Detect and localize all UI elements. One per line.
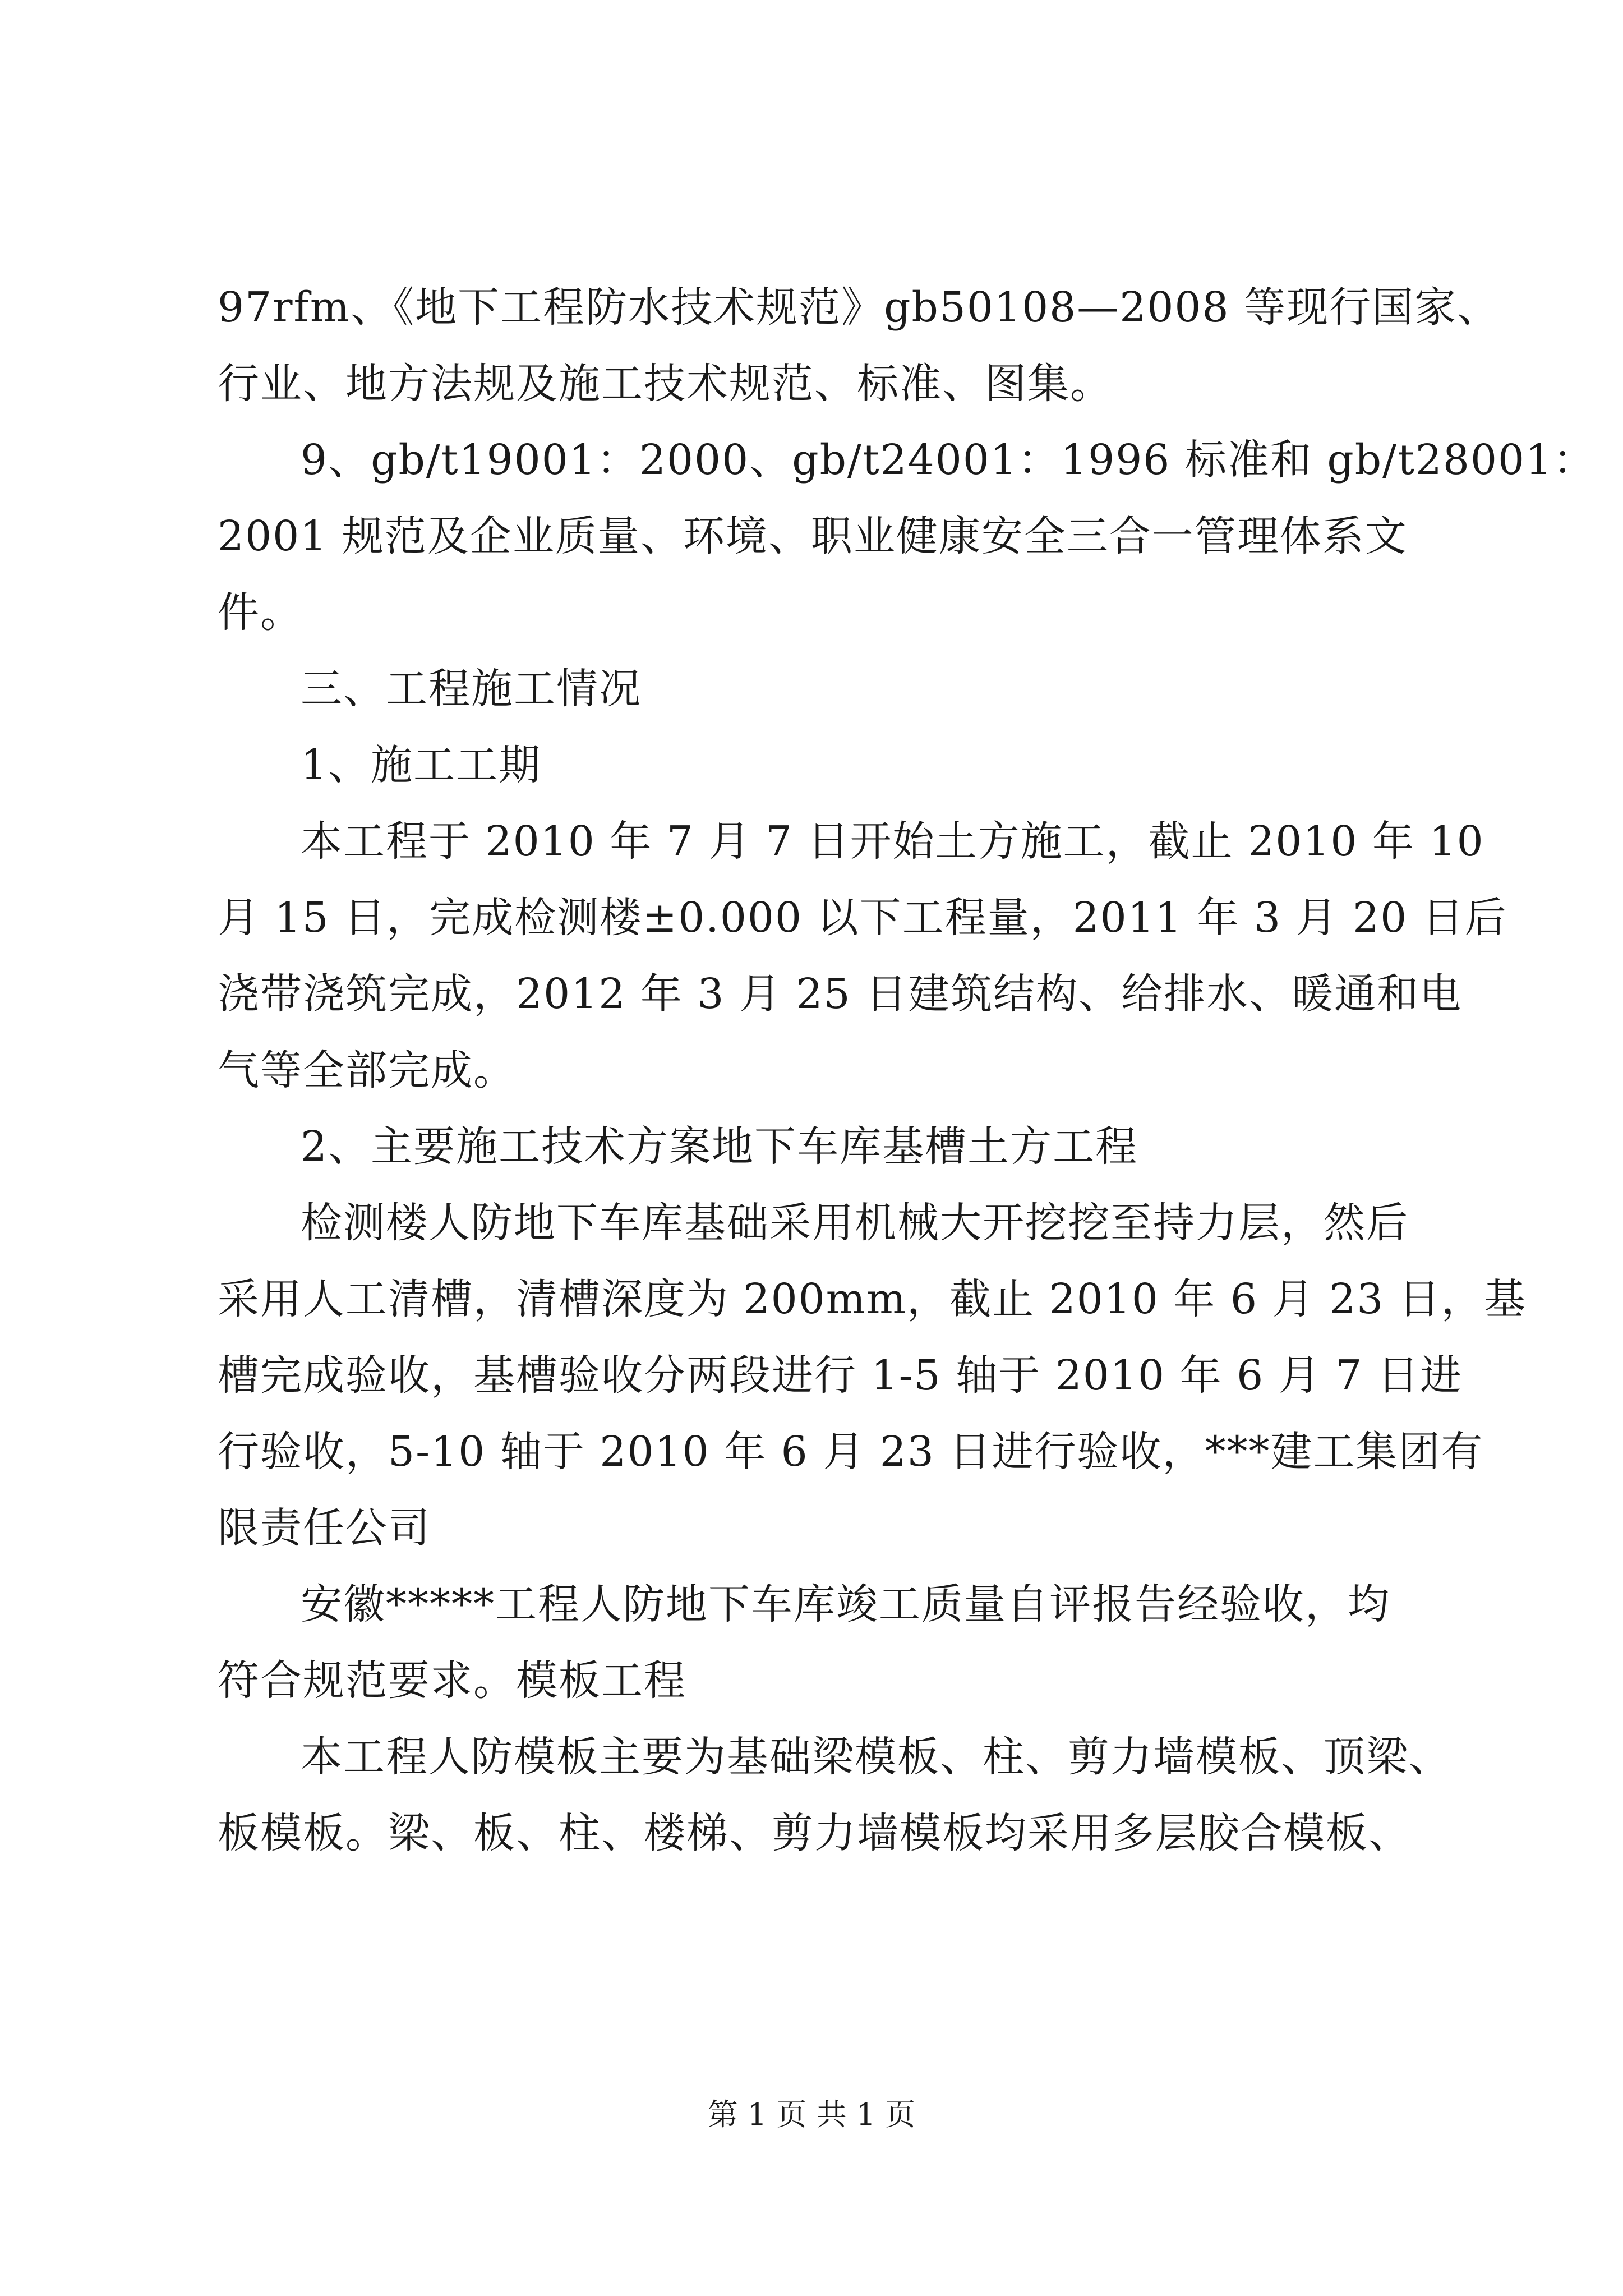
subsection-heading: 2、主要施工技术方案地下车库基槽土方工程 xyxy=(301,1122,1138,1171)
text-line: 件。 xyxy=(218,588,303,637)
text-line: 采用人工清槽，清槽深度为 200mm，截止 2010 年 6 月 23 日，基 xyxy=(218,1275,1527,1323)
page-footer xyxy=(0,2092,1623,2137)
section-heading: 三、工程施工情况 xyxy=(301,665,642,713)
text-line: 板模板。梁、板、柱、楼梯、剪力墙模板均采用多层胶合模板、 xyxy=(218,1809,1411,1857)
text-line: 行验收，5-10 轴于 2010 年 6 月 23 日进行验收，***建工集团有 xyxy=(218,1428,1484,1476)
text-line: 检测楼人防地下车库基础采用机械大开挖挖至持力层，然后 xyxy=(301,1199,1409,1247)
text-line: 气等全部完成。 xyxy=(218,1046,516,1094)
document-body xyxy=(218,269,1596,1871)
text-line: 本工程于 2010 年 7 月 7 日开始土方施工，截止 2010 年 10 xyxy=(301,817,1484,866)
text-line: 浇带浇筑完成，2012 年 3 月 25 日建筑结构、给排水、暖通和电 xyxy=(218,970,1463,1018)
text-line: 月 15 日，完成检测楼±0.000 以下工程量，2011 年 3 月 20 日后 xyxy=(218,894,1507,942)
subsection-heading: 1、施工工期 xyxy=(301,741,542,789)
page-number: 第 1 页 共 1 页 xyxy=(707,2097,916,2132)
text-line: 槽完成验收，基槽验收分两段进行 1-5 轴于 2010 年 6 月 7 日进 xyxy=(218,1351,1463,1400)
text-line: 限责任公司 xyxy=(218,1504,431,1552)
text-line: 97rfm、《地下工程防水技术规范》gb50108—2008 等现行国家、 xyxy=(218,283,1500,332)
text-line: 行业、地方法规及施工技术规范、标准、图集。 xyxy=(218,360,1113,408)
text-line: 9、gb/t19001：2000、gb/t24001：1996 标准和 gb/t28001： xyxy=(301,436,1596,484)
text-line: 2001 规范及企业质量、环境、职业健康安全三合一管理体系文 xyxy=(218,512,1408,560)
text-line: 符合规范要求。模板工程 xyxy=(218,1657,686,1705)
text-line: 安徽*****工程人防地下车库竣工质量自评报告经验收，均 xyxy=(301,1580,1390,1628)
text-line: 本工程人防模板主要为基础梁模板、柱、剪力墙模板、顶梁、 xyxy=(301,1733,1451,1781)
